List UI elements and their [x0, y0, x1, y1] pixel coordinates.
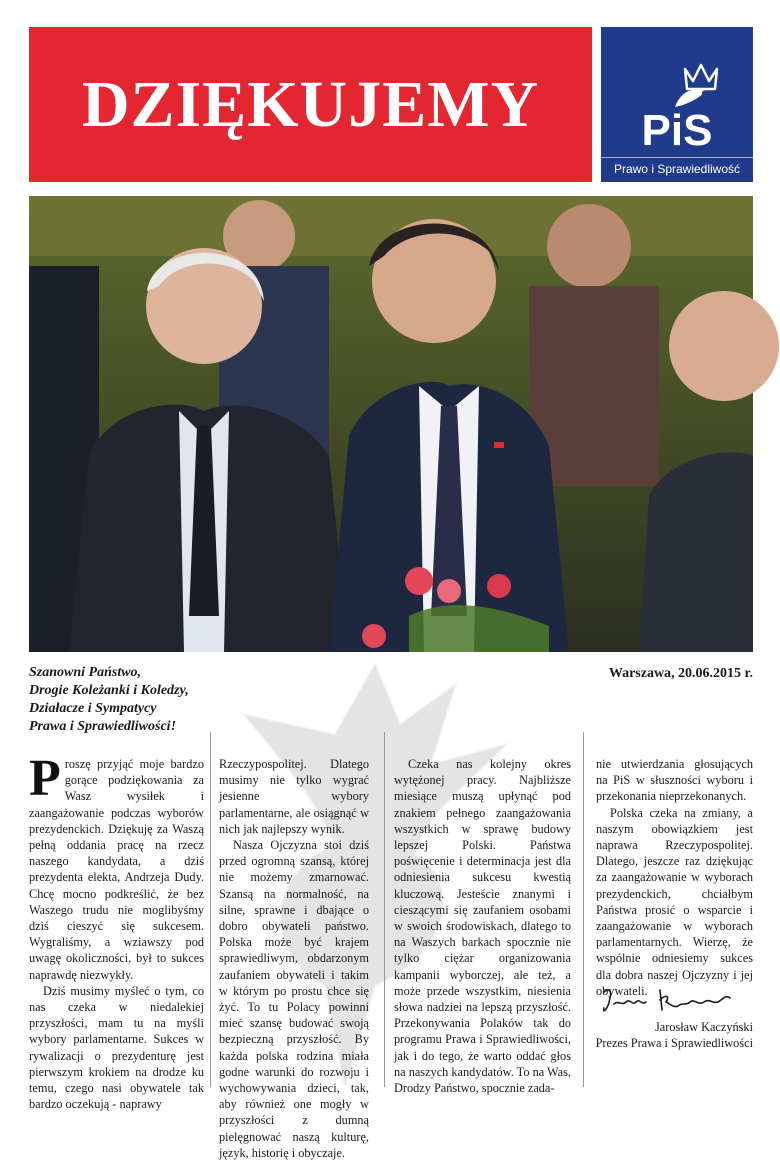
signer-title: Prezes Prawa i Sprawiedliwości: [595, 1036, 753, 1050]
eagle-crown-icon: [671, 61, 741, 111]
header-banner: [29, 27, 592, 182]
logo-subtitle: Prawo i Sprawiedliwość: [601, 157, 753, 179]
drop-cap: P: [29, 750, 61, 807]
column-divider: [210, 732, 211, 1087]
handwritten-signature: [600, 984, 750, 1020]
page-title: DZIĘKUJEMY: [81, 67, 540, 141]
paragraph: Polska czeka na zmiany, a naszym obowiązkiem jest naprawa Rzeczypospolitej. Dlatego, jeszcze raz dziękując za zaangażowanie w wyborach prezydenckich, chciałbym Państwa prosić o wsparcie i zaangażowanie w wyborach parlamentarnych. Wierzę, że wspólnie odniesiemy sukces dla dobra naszej Ojczyzny i jej obywateli.: [596, 805, 753, 998]
letter-column-3: [394, 756, 571, 1096]
paragraph: Dziś musimy myśleć o tym, co nas czeka w niedalekiej przyszłości, mam tu na myśli wybory parlamentarne. Sukces w rywalizacji o prezydenturę jest pierwszym krokiem na drodze ku temu, czego nasi obywatele tak bardzo oczekują - naprawy: [29, 983, 204, 1112]
salutation-line: Szanowni Państwo,: [29, 665, 142, 680]
letter-date: Warszawa, 20.06.2015 r.: [608, 666, 753, 681]
salutation-line: Działacze i Sympatycy: [29, 701, 157, 716]
group-photo: [29, 196, 753, 652]
paragraph-text: roszę przyjąć moje bardzo gorące podziękowania za Wasz wysiłek i zaangażowanie podczas wyborów prezydenckich. Dziękuję za Waszą pełną oddania pracę na rzecz naszego kandydata, a dziś prezydenta elekta, Andrzeja Dudy. Chcę mocno podkreślić, że bez Waszego trudu nie moglibyśmy dziś cieszyć się sukcesem. Wygraliśmy, a wziawszy pod uwagę okoliczności, był to sukces naprawdę niezwykły.: [29, 757, 204, 982]
letter-column-1: [29, 750, 204, 1112]
signer-name: Jarosław Kaczyński: [654, 1020, 753, 1034]
paragraph: Czeka nas kolejny okres wytężonej pracy. Najbliższe miesiące muszą upłynąć pod znakiem pełnego zaangażowania wszystkich w sprawę budowy lepszej Polski. Państwa poświęcenie i determinacja jest dla odniesienia sukcesu kwestią kluczową. Jesteście znanymi i cieszącymi się zaufaniem osobami w swoich środowiskach, dlatego to na Waszych barkach spocznie nie tylko ciężar organizowania kampanii wyborczej, ale też, a może przede wszystkim, niesienia słowa nadziei na lepszą przyszłość. Przekonywania Polaków tak do programu Prawa i Sprawiedliwości, jak i do tego, że warto oddać głos na naszych kandydatów. To na Was, Drodzy Państwo, spocznie zada-: [394, 757, 571, 1096]
column-divider: [384, 732, 385, 1087]
salutation-line: Drogie Koleżanki i Koledzy,: [29, 683, 189, 698]
paragraph: Rzeczypospolitej. Dlatego musimy nie tylko wygrać jesienne wybory parlamentarne, ale osiągnąć w nich jak najlepszy wynik.: [219, 757, 369, 836]
column-divider: [583, 732, 584, 1087]
paragraph: Nasza Ojczyzna stoi dziś przed ogromną szansą, której nie możemy zmarnować. Szansą na normalność, na silne, sprawne i dbające o dobro obywateli państwo. Polska może być krajem sprawiedliwym, obdarzonym zaufaniem obywateli i takim w którym po prostu chce się żyć. To tu Polacy powinni mieć szansę budować swoją bezpieczną przyszłość. By każda polska rodzina miała godne warunki do rozwoju i wychowywania dzieci, tak, aby również one mogły w przyszłości z dumną pielęgnować naszą kulturę, język, historię i obyczaje.: [219, 838, 369, 1160]
letter-column-2: [219, 756, 369, 1160]
paragraph: [29, 750, 204, 983]
salutation-line: Prawa i Sprawiedliwości!: [29, 719, 177, 734]
logo-text: PiS: [641, 106, 713, 155]
pis-logo: [601, 27, 753, 182]
paragraph: nie utwierdzania głosujących na PiS w słuszności wyboru i przekonania nieprzekonanych.: [596, 757, 753, 804]
